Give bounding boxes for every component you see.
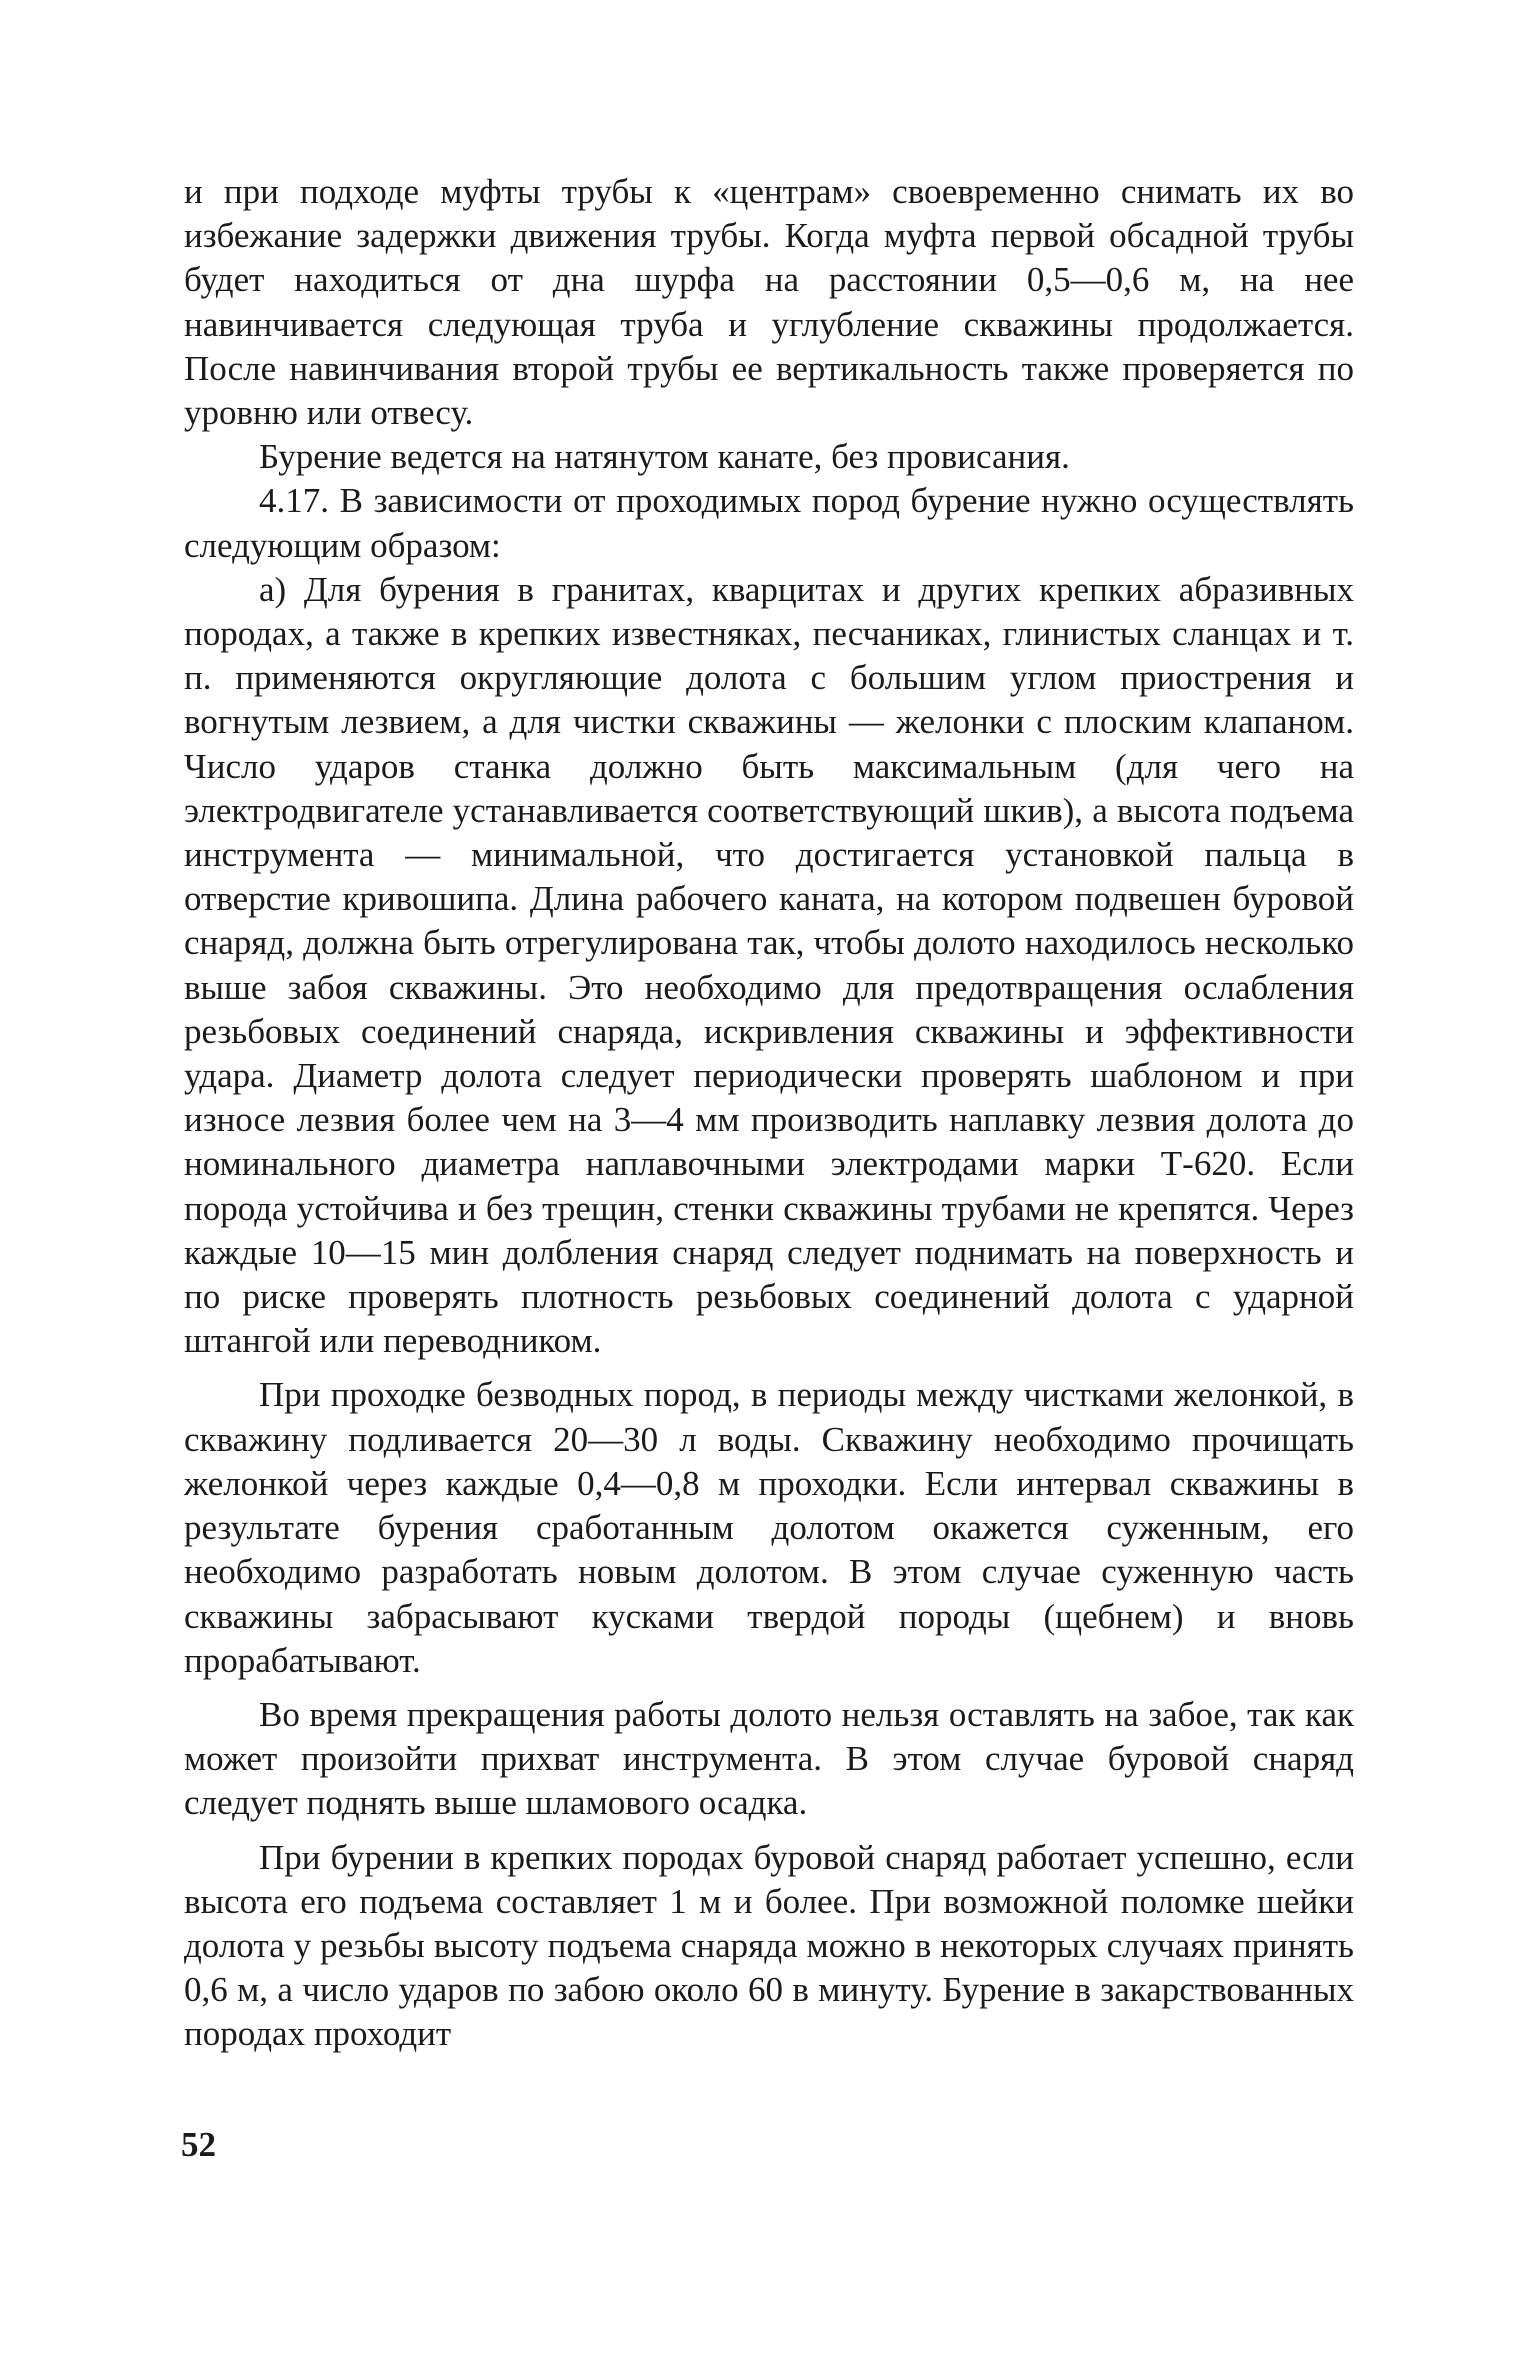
section-4-17: 4.17. В зависимости от проходимых пород бурение нужно осуществлять следующим образом: — [184, 481, 1354, 565]
paragraph-continuation: и при подходе муфты трубы к «центрам» своевременно снимать их во избежание задержки движения трубы. Когда муфта первой обсадной трубы будет находиться от дна шурфа на расстоянии 0,5—0,6 м, на нее навинчивается следующая труба и углубление скважины продолжается. После навинчивания второй трубы ее вертикальность также проверяется по уровню или отвесу. — [184, 172, 1354, 433]
item-a-hard-rocks: а) Для бурения в гранитах, кварцитах и других крепких абразивных породах, а также в крепких известняках, песчаниках, глинистых сланцах и т. п. применяются округляющие долота с большим углом приострения и вогнутым лезвием, а для чистки скважины — желонки с плоским клапаном. Число ударов станка должно быть максимальным (для чего на электродвигателе устанавливается соответствующий шкив), а высота подъема инструмента — минимальной, что достигается установкой пальца в отверстие кривошипа. Длина рабочего каната, на котором подвешен буровой снаряд, должна быть отрегулирована так, чтобы долото находилось несколько выше забоя скважины. Это необходимо для предотвращения ослабления резьбовых соединений снаряда, искривления скважины и эффективности удара. Диаметр долота следует периодически проверять шаблоном и при износе лезвия более чем на 3—4 мм производить наплавку лезвия долота до номинального диаметра наплавочными электродами марки Т-620. Если порода устойчива и без трещин, стенки скважины трубами не крепятся. Через каждые 10—15 мин долбления снаряд следует поднимать на поверхность и по риске проверять плотность резьбовых соединений долота с ударной штангой или переводником. — [184, 569, 1354, 1361]
page-number: 52 — [181, 2125, 216, 2164]
paragraph-work-stoppage: Во время прекращения работы долото нельзя оставлять на забое, так как может произойти прихват инструмента. В этом случае буровой снаряд следует поднять выше шламового осадка. — [184, 1694, 1354, 1823]
paragraph-dry-rocks: При проходке безводных пород, в периоды между чистками желонкой, в скважину подливается 20—30 л воды. Скважину необходимо прочищать желонкой через каждые 0,4—0,8 м проходки. Если интервал скважины в результате бурения сработанным долотом окажется суженным, его необходимо разработать новым долотом. В этом случае суженную часть скважины забрасывают кусками твердой породы (щебнем) и вновь прорабатывают. — [184, 1375, 1354, 1680]
paragraph-lift-height: При бурении в крепких породах буровой снаряд работает успешно, если высота его подъема составляет 1 м и более. При возможной поломке шейки долота у резьбы высоту подъема снаряда можно в некоторых случаях принять 0,6 м, а число ударов по забою около 60 в минуту. Бурение в закарствованных породах проходит — [184, 1837, 1354, 2054]
page-text — [184, 170, 1354, 2057]
paragraph-taut-rope: Бурение ведется на натянутом канате, без провисания. — [259, 437, 1070, 477]
